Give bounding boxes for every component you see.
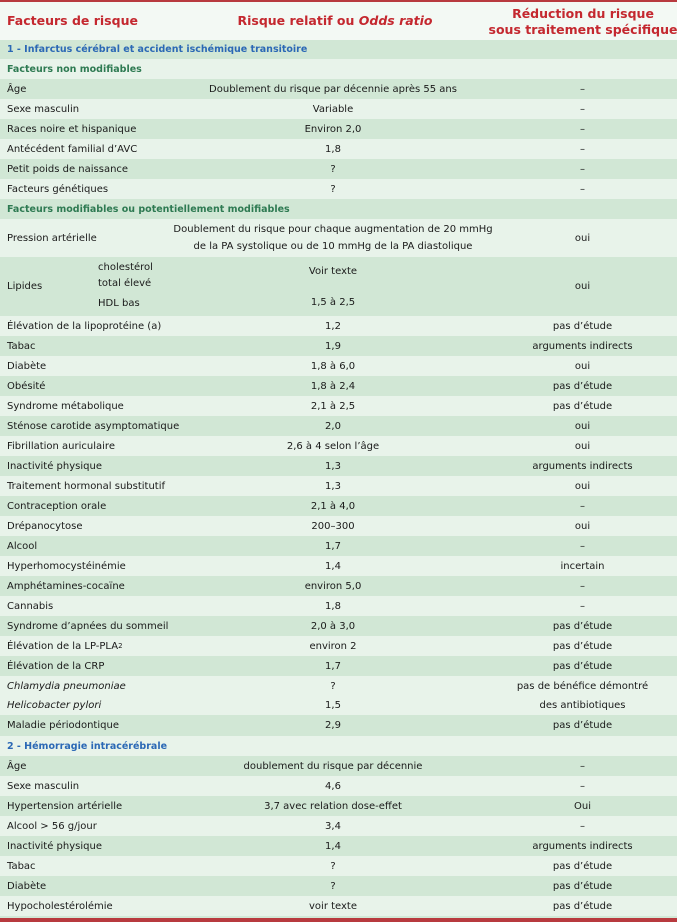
table-row: Races noire et hispanique Environ 2,0 – <box>0 119 677 139</box>
table-row-lipides: Lipides cholestérol total élevé HDL bas Voir texte 1,5 à 2,5 oui <box>0 257 677 316</box>
table-row: Traitement hormonal substitutif 1,3 oui <box>0 476 677 496</box>
table-row: Alcool > 56 g/jour 3,4 – <box>0 816 677 836</box>
table-row: Amphétamines-cocaïne environ 5,0 – <box>0 576 677 596</box>
table-row: Tabac 1,9 arguments indirects <box>0 336 677 356</box>
table-row: Hypocholestérolémie voir texte pas d’étude <box>0 896 677 916</box>
table-row: Inactivité physique 1,3 arguments indirects <box>0 456 677 476</box>
table-header <box>0 2 677 42</box>
table-row: Sténose carotide asymptomatique 2,0 oui <box>0 416 677 436</box>
table-row: Âge Doublement du risque par décennie après 55 ans – <box>0 79 677 99</box>
table-body <box>0 40 677 916</box>
subsection-non-modifiable: Facteurs non modifiables <box>0 59 677 79</box>
table-row: Inactivité physique 1,4 arguments indirects <box>0 836 677 856</box>
table-row: Alcool 1,7 – <box>0 536 677 556</box>
table-row: Sexe masculin Variable – <box>0 99 677 119</box>
section-title-infarctus: 1 - Infarctus cérébral et accident ischémique transitoire <box>0 40 677 59</box>
table-row: Petit poids de naissance ? – <box>0 159 677 179</box>
header-risk-factors: Facteurs de risque <box>7 13 138 28</box>
table-row: Syndrome d’apnées du sommeil 2,0 à 3,0 pas d’étude <box>0 616 677 636</box>
table-row: Fibrillation auriculaire 2,6 à 4 selon l’âge oui <box>0 436 677 456</box>
table-row: Diabète 1,8 à 6,0 oui <box>0 356 677 376</box>
table-row: Élévation de la lipoprotéine (a) 1,2 pas d’étude <box>0 316 677 336</box>
table-row: Chlamydia pneumoniae ? pas de bénéfice démontré <box>0 676 677 696</box>
table-row: Âge doublement du risque par décennie – <box>0 756 677 776</box>
table-row: Drépanocytose 200–300 oui <box>0 516 677 536</box>
header-risk-reduction: Réduction du risque sous traitement spécifique <box>488 6 677 37</box>
table-row: Hypertension artérielle 3,7 avec relation dose-effet Oui <box>0 796 677 816</box>
section-title-hemorragie: 2 - Hémorragie intracérébrale <box>0 736 677 756</box>
bottom-border <box>0 918 677 922</box>
table-row: Hyperhomocystéinémie 1,4 incertain <box>0 556 677 576</box>
table-row: Élévation de la LP-PLA 2 environ 2 pas d’étude <box>0 636 677 656</box>
table-row: Sexe masculin 4,6 – <box>0 776 677 796</box>
table-row: Cannabis 1,8 – <box>0 596 677 616</box>
table-row: Facteurs génétiques ? – <box>0 179 677 199</box>
table-row: Contraception orale 2,1 à 4,0 – <box>0 496 677 516</box>
table-row: Tabac ? pas d’étude <box>0 856 677 876</box>
header-relative-risk: Risque relatif ou Odds ratio <box>237 13 433 28</box>
subsection-modifiable: Facteurs modifiables ou potentiellement modifiables <box>0 199 677 219</box>
table-row: Élévation de la CRP 1,7 pas d’étude <box>0 656 677 676</box>
table-row: Maladie périodontique 2,9 pas d’étude <box>0 715 677 736</box>
table-row: Syndrome métabolique 2,1 à 2,5 pas d’étude <box>0 396 677 416</box>
table-row: Antécédent familial d’AVC 1,8 – <box>0 139 677 159</box>
table-row: Obésité 1,8 à 2,4 pas d’étude <box>0 376 677 396</box>
table-row: Diabète ? pas d’étude <box>0 876 677 896</box>
table-row: Helicobacter pylori 1,5 des antibiotiques <box>0 696 677 715</box>
table-row-pression: Pression artérielle Doublement du risque pour chaque augmentation de 20 mmHg de la PA systolique ou de 10 mmHg de la PA diastolique oui <box>0 219 677 257</box>
